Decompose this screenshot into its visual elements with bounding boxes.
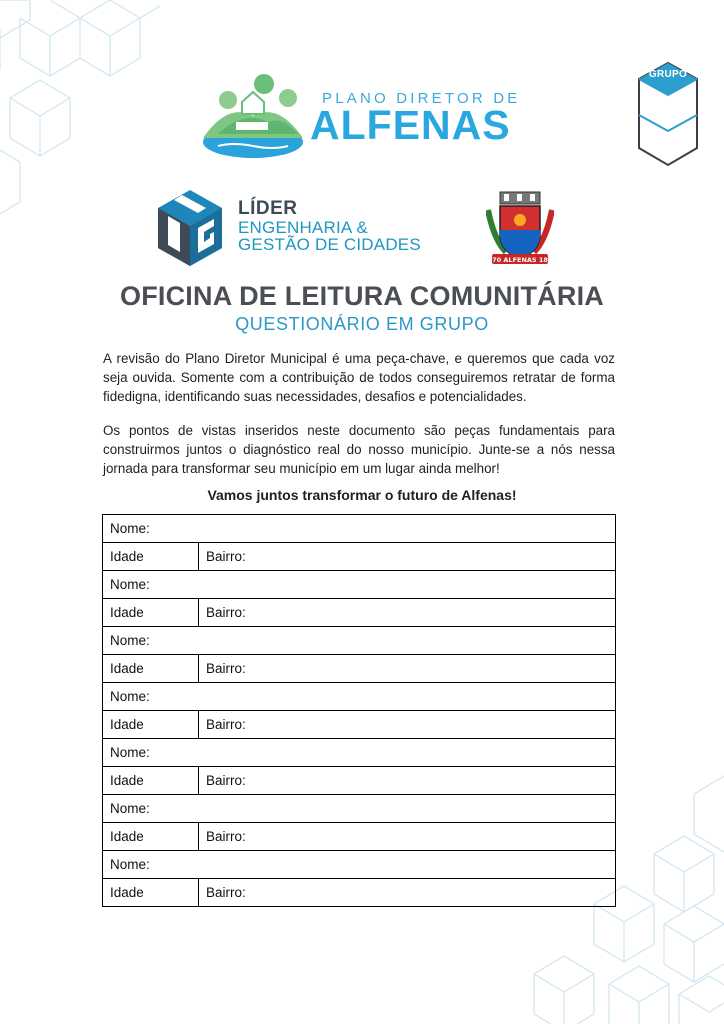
intro-paragraph-2: Os pontos de vistas inseridos neste documento são peças fundamentais para construirmos juntos o diagnóstico real do nosso município. Junte-se a nós nessa jornada para transformar seu município em um lugar ainda melhor!: [103, 423, 615, 476]
age-field[interactable]: Idade: [103, 823, 199, 851]
logo-plano-line2: ALFENAS: [310, 102, 511, 148]
decorative-cubes-top-left: [0, 0, 160, 240]
name-row: [103, 683, 616, 711]
name-field[interactable]: Nome:: [103, 571, 616, 599]
district-field[interactable]: Bairro:: [199, 823, 616, 851]
logo-plano-line1: PLANO DIRETOR DE: [322, 90, 521, 107]
name-row: [103, 739, 616, 767]
lider-line2: ENGENHARIA &: [238, 218, 368, 237]
coat-of-arms-icon: [486, 190, 554, 270]
name-field[interactable]: Nome:: [103, 739, 616, 767]
name-row: [103, 515, 616, 543]
tagline: Vamos juntos transformar o futuro de Alfenas!: [207, 487, 517, 503]
name-field[interactable]: Nome:: [103, 795, 616, 823]
age-district-row: [103, 543, 616, 571]
age-field[interactable]: Idade: [103, 599, 199, 627]
age-field[interactable]: Idade: [103, 767, 199, 795]
age-field[interactable]: Idade: [103, 655, 199, 683]
group-badge: [636, 60, 700, 170]
district-field[interactable]: Bairro:: [199, 655, 616, 683]
age-district-row: [103, 599, 616, 627]
district-field[interactable]: Bairro:: [199, 543, 616, 571]
intro-paragraph-1: A revisão do Plano Diretor Municipal é uma peça-chave, e queremos que cada voz seja ouvida. Somente com a contribuição de todos conseguiremos retratar de forma fidedigna, identificando suas necessidades, desafios e potencialidades.: [103, 351, 615, 404]
district-field[interactable]: Bairro:: [199, 879, 616, 907]
name-field[interactable]: Nome:: [103, 627, 616, 655]
badge-label: GRUPO: [648, 69, 688, 80]
district-field[interactable]: Bairro:: [199, 767, 616, 795]
lider-line1: LÍDER: [238, 198, 298, 219]
age-field[interactable]: Idade: [103, 711, 199, 739]
name-row: [103, 571, 616, 599]
lider-logo: [154, 186, 444, 270]
district-field[interactable]: Bairro:: [199, 599, 616, 627]
age-district-row: [103, 711, 616, 739]
lider-line3: GESTÃO DE CIDADES: [238, 235, 421, 254]
svg-text:1870 ALFENAS 1890: 1870 ALFENAS 1890: [486, 256, 554, 264]
age-district-row: [103, 823, 616, 851]
municipal-crest: [486, 190, 554, 270]
age-district-row: [103, 767, 616, 795]
age-field[interactable]: Idade: [103, 879, 199, 907]
participants-form: [102, 514, 616, 907]
plano-diretor-logo: [198, 72, 538, 162]
age-field[interactable]: Idade: [103, 543, 199, 571]
name-row: [103, 851, 616, 879]
name-field[interactable]: Nome:: [103, 683, 616, 711]
page-title: OFICINA DE LEITURA COMUNITÁRIA: [120, 281, 604, 311]
name-field[interactable]: Nome:: [103, 515, 616, 543]
lider-cube-icon: [154, 186, 226, 270]
city-hills-icon: [198, 72, 308, 162]
age-district-row: [103, 655, 616, 683]
name-field[interactable]: Nome:: [103, 851, 616, 879]
page-subtitle: QUESTIONÁRIO EM GRUPO: [235, 314, 489, 334]
name-row: [103, 627, 616, 655]
name-row: [103, 795, 616, 823]
district-field[interactable]: Bairro:: [199, 711, 616, 739]
age-district-row: [103, 879, 616, 907]
